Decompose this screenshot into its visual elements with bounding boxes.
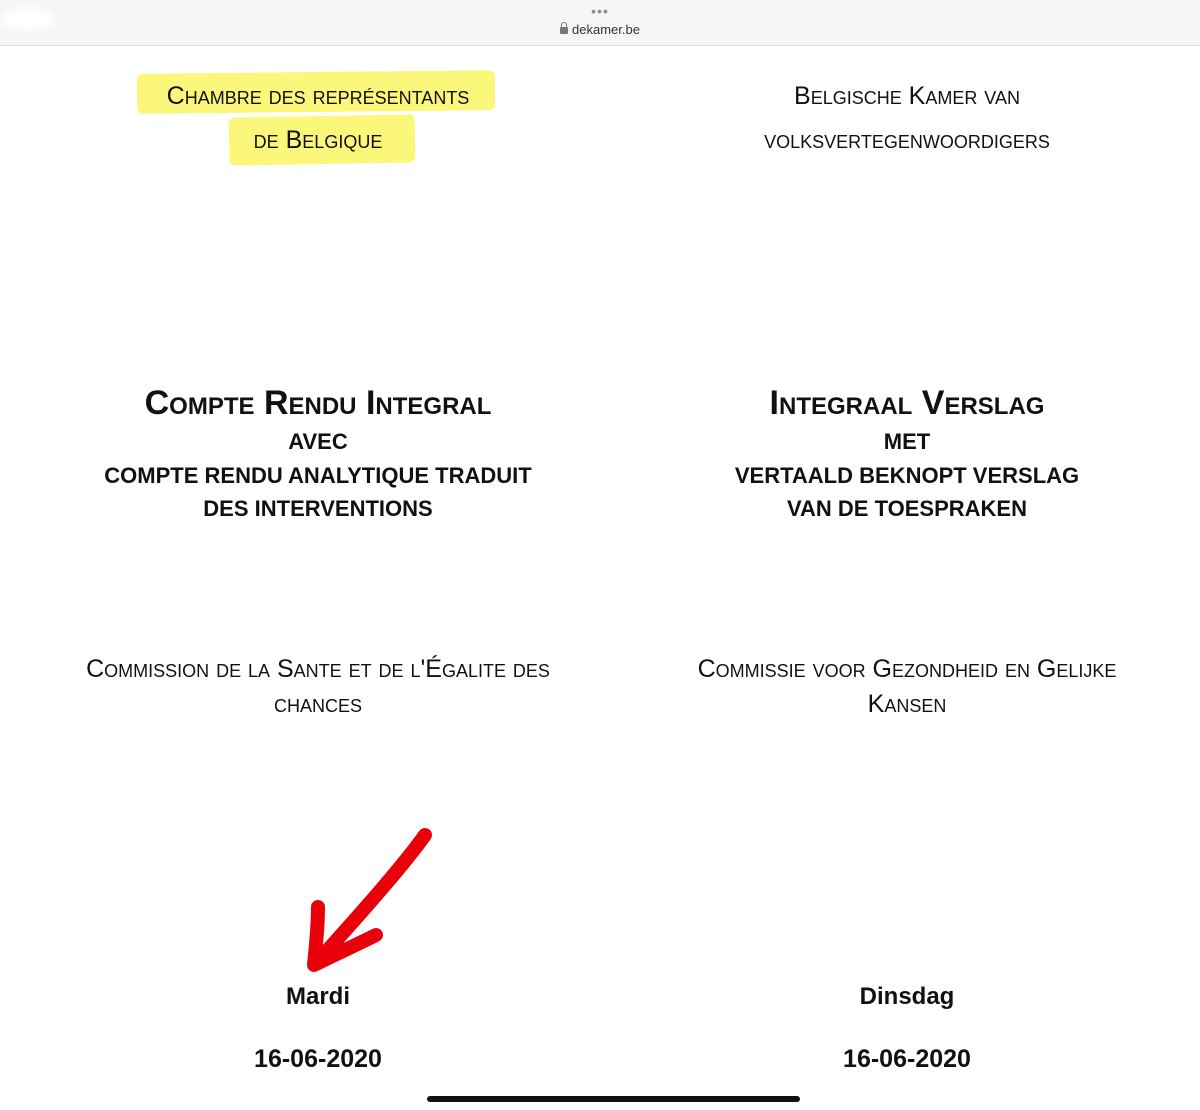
- commission-line: Kansen: [867, 690, 947, 718]
- weekday-nl: Dinsdag: [859, 983, 955, 1010]
- more-options-icon[interactable]: •••: [591, 3, 609, 19]
- commission-name-nl: [607, 652, 1200, 722]
- report-block-fr: [18, 381, 618, 526]
- address-bar[interactable]: [0, 22, 1200, 37]
- report-subtitle: COMPTE RENDU ANALYTIQUE TRADUIT: [104, 462, 532, 488]
- commission-line: Commissie voor Gezondheid en Gelijke: [697, 655, 1117, 683]
- browser-toolbar: [0, 0, 1200, 46]
- chamber-line: volksvertegenwoordigers: [764, 126, 1050, 154]
- chamber-line: Chambre des représentants: [166, 82, 470, 110]
- red-arrow-annotation: [290, 815, 440, 975]
- commission-name-fr: [18, 652, 618, 722]
- chamber-name-nl: [607, 74, 1200, 162]
- chamber-name-fr: [18, 74, 618, 162]
- home-indicator[interactable]: [427, 1096, 800, 1102]
- report-block-nl: [607, 381, 1200, 526]
- lock-icon: [560, 26, 568, 35]
- commission-line: Commission de la Sante et de l'Égalite des: [86, 655, 550, 683]
- report-subtitle: MET: [883, 429, 931, 454]
- report-title: Compte Rendu Integral: [144, 384, 492, 422]
- report-subtitle: VAN DE TOESPRAKEN: [786, 496, 1027, 521]
- url-text: dekamer.be: [572, 22, 640, 37]
- date-nl: 16-06-2020: [843, 1045, 971, 1073]
- chamber-line: Belgische Kamer van: [794, 82, 1020, 110]
- report-subtitle: VERTAALD BEKNOPT VERSLAG: [734, 462, 1080, 488]
- report-subtitle: AVEC: [288, 429, 348, 454]
- report-title: Integraal Verslag: [769, 384, 1045, 422]
- chamber-line: de Belgique: [253, 126, 383, 154]
- date-fr: 16-06-2020: [254, 1045, 382, 1073]
- weekday-fr: Mardi: [285, 983, 350, 1010]
- report-subtitle: DES INTERVENTIONS: [203, 496, 433, 521]
- commission-line: chances: [273, 690, 362, 718]
